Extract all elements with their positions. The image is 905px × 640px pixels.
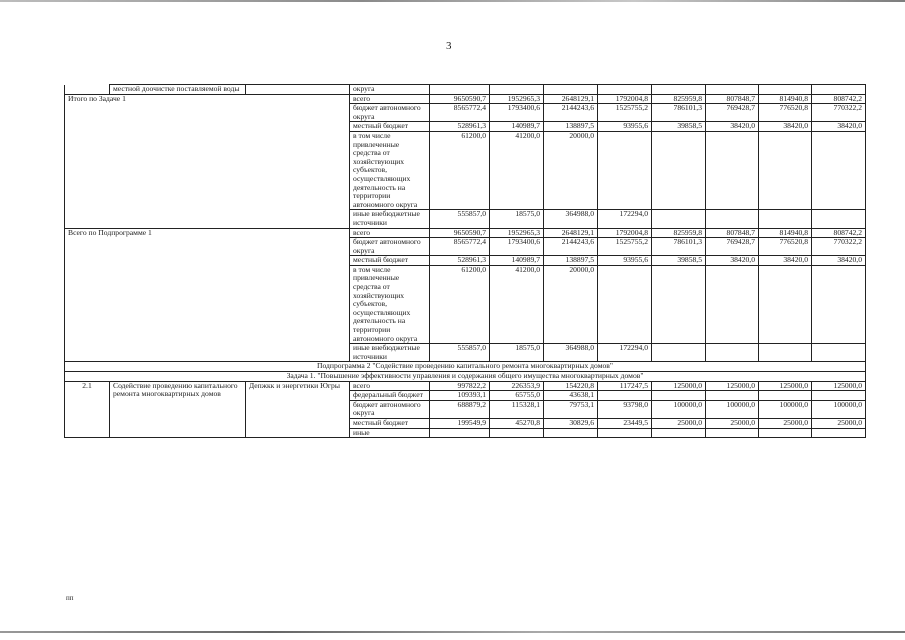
cell-value: 555857,0 xyxy=(430,344,490,362)
cell-value xyxy=(706,85,759,95)
cell-value xyxy=(706,391,759,401)
cell-value xyxy=(598,131,652,209)
cell-value: 125000,0 xyxy=(706,381,759,391)
cell-value xyxy=(759,344,812,362)
cell-value: 41200,0 xyxy=(490,265,544,343)
task-header-row xyxy=(65,372,866,382)
cell-value: 30829,6 xyxy=(544,418,598,428)
cell-value xyxy=(706,428,759,438)
cell-value xyxy=(706,344,759,362)
cell-value xyxy=(490,428,544,438)
cell-value: 770322,2 xyxy=(812,104,866,122)
cell-value: 1525755,2 xyxy=(598,238,652,256)
cell-value xyxy=(706,210,759,228)
cell-value: 8565772,4 xyxy=(430,238,490,256)
cell-value: 140989,7 xyxy=(490,122,544,132)
cell-value: 25000,0 xyxy=(652,418,706,428)
cell-value: 100000,0 xyxy=(706,400,759,418)
cell-value: 39858,5 xyxy=(652,122,706,132)
cell-value xyxy=(706,265,759,343)
footer-mark: пп xyxy=(66,594,74,602)
cell-source: в том числе привлеченные средства от хозяйствующих субъектов, осуществляющих деятельность на территории автономного округа xyxy=(350,131,430,209)
cell-value xyxy=(759,428,812,438)
cell-value xyxy=(812,265,866,343)
cell-value: 364988,0 xyxy=(544,344,598,362)
cell-value xyxy=(652,265,706,343)
item-number: 2.1 xyxy=(65,381,110,438)
cell-value: 807848,7 xyxy=(706,228,759,238)
cell-value: 364988,0 xyxy=(544,210,598,228)
cell-value xyxy=(812,391,866,401)
cell-value: 125000,0 xyxy=(652,381,706,391)
cell-value: 776520,8 xyxy=(759,104,812,122)
cell-value: 38420,0 xyxy=(759,256,812,266)
scan-top-edge xyxy=(0,0,905,2)
cell-value: 688879,2 xyxy=(430,400,490,418)
cell-source: бюджет автономного округа xyxy=(350,104,430,122)
cell-value: 25000,0 xyxy=(706,418,759,428)
cell-value xyxy=(598,428,652,438)
cell-value: 20000,0 xyxy=(544,265,598,343)
cell-value: 786101,3 xyxy=(652,238,706,256)
cell-value: 172294,0 xyxy=(598,210,652,228)
cell-value: 38420,0 xyxy=(706,256,759,266)
cell-value xyxy=(812,428,866,438)
cell-value xyxy=(652,391,706,401)
subprogram-header-row xyxy=(65,362,866,372)
cell-value: 100000,0 xyxy=(652,400,706,418)
cell-value: 1952965,3 xyxy=(490,228,544,238)
cell-source: иные внебюджетные источники xyxy=(350,210,430,228)
cell-value: 808742,2 xyxy=(812,94,866,104)
cell-value xyxy=(544,428,598,438)
cell-value: 43638,1 xyxy=(544,391,598,401)
cell-value: 20000,0 xyxy=(544,131,598,209)
cell-value xyxy=(430,85,490,95)
table-row xyxy=(65,381,866,391)
cell-source: иные xyxy=(350,428,430,438)
continuation-row xyxy=(65,85,866,95)
cell-value xyxy=(598,391,652,401)
cell-value xyxy=(544,85,598,95)
cell-value: 825959,8 xyxy=(652,228,706,238)
item-name: Содействие проведению капитального ремонта многоквартирных домов xyxy=(110,381,246,438)
cell-value: 776520,8 xyxy=(759,238,812,256)
cell-value: 61200,0 xyxy=(430,131,490,209)
cell-value: 109393,1 xyxy=(430,391,490,401)
cell-source: всего xyxy=(350,94,430,104)
cell-value: 138897,5 xyxy=(544,256,598,266)
cell-value xyxy=(812,210,866,228)
cell-value xyxy=(812,344,866,362)
cell-value: 117247,5 xyxy=(598,381,652,391)
cell-value: 125000,0 xyxy=(759,381,812,391)
cell-value: 1952965,3 xyxy=(490,94,544,104)
subprogram-title: Подпрограмма 2 "Содействие проведению капитального ремонта многоквартирных домов" xyxy=(65,362,866,372)
cell-source: бюджет автономного округа xyxy=(350,238,430,256)
cell-value: 814940,8 xyxy=(759,228,812,238)
cell-value xyxy=(759,391,812,401)
cell-value: 9650590,7 xyxy=(430,94,490,104)
task-title: Задача 1. "Повышение эффективности управления и содержания общего имущества многоквартирных домов" xyxy=(65,372,866,382)
cell-value: 18575,0 xyxy=(490,210,544,228)
cell-value: 38420,0 xyxy=(812,256,866,266)
cell-value xyxy=(652,131,706,209)
cell-source: местный бюджет xyxy=(350,122,430,132)
cell-value: 39858,5 xyxy=(652,256,706,266)
cell-value: 23449,5 xyxy=(598,418,652,428)
cell-value: 38420,0 xyxy=(706,122,759,132)
budget-table xyxy=(64,84,866,438)
cell-value xyxy=(598,85,652,95)
cell-value: 528961,3 xyxy=(430,122,490,132)
cell-value xyxy=(759,265,812,343)
table-row xyxy=(65,94,866,104)
cell-value xyxy=(490,85,544,95)
table-row xyxy=(65,228,866,238)
cell-source: местный бюджет xyxy=(350,256,430,266)
cell-source: иные внебюджетные источники xyxy=(350,344,430,362)
cell-value: 125000,0 xyxy=(812,381,866,391)
cell-value: 9650590,7 xyxy=(430,228,490,238)
cell-source: местный бюджет xyxy=(350,418,430,428)
cell-value: 814940,8 xyxy=(759,94,812,104)
cell-value: 555857,0 xyxy=(430,210,490,228)
cell-value xyxy=(598,265,652,343)
cell-value: 140989,7 xyxy=(490,256,544,266)
cell-value: 115328,1 xyxy=(490,400,544,418)
cell-value: 8565772,4 xyxy=(430,104,490,122)
cell-value: 93955,6 xyxy=(598,122,652,132)
cell-value xyxy=(430,428,490,438)
cell-value: 65755,0 xyxy=(490,391,544,401)
cell-value xyxy=(652,428,706,438)
cell-value: 2144243,6 xyxy=(544,238,598,256)
cell-value xyxy=(652,85,706,95)
cell-value: 41200,0 xyxy=(490,131,544,209)
cell-value: 1793400,6 xyxy=(490,104,544,122)
scan-bottom-edge xyxy=(0,631,905,633)
cell-executor xyxy=(246,85,350,95)
cell-value: 226353,9 xyxy=(490,381,544,391)
cell-value: 1793400,6 xyxy=(490,238,544,256)
cell-value: 38420,0 xyxy=(812,122,866,132)
block-title: Итого по Задаче 1 xyxy=(65,94,350,228)
cell-value: 808742,2 xyxy=(812,228,866,238)
cell-value: 770322,2 xyxy=(812,238,866,256)
cell-value: 25000,0 xyxy=(812,418,866,428)
cell-value xyxy=(812,85,866,95)
cell-value: 2648129,1 xyxy=(544,94,598,104)
cell-value: 1525755,2 xyxy=(598,104,652,122)
cell-value: 25000,0 xyxy=(759,418,812,428)
cell-source: бюджет автономного округа xyxy=(350,400,430,418)
page-number: 3 xyxy=(446,40,452,52)
cell-value: 807848,7 xyxy=(706,94,759,104)
cell-value: 79753,1 xyxy=(544,400,598,418)
cell-value xyxy=(759,85,812,95)
cell-value xyxy=(706,131,759,209)
cell-value: 997822,2 xyxy=(430,381,490,391)
cell-value: 825959,8 xyxy=(652,94,706,104)
cell-value: 138897,5 xyxy=(544,122,598,132)
cell-value: 769428,7 xyxy=(706,104,759,122)
cell-value: 61200,0 xyxy=(430,265,490,343)
cell-value xyxy=(759,131,812,209)
cell-value xyxy=(759,210,812,228)
table-body xyxy=(65,85,866,438)
cell-source: всего xyxy=(350,228,430,238)
cell-value: 172294,0 xyxy=(598,344,652,362)
cell-value: 2648129,1 xyxy=(544,228,598,238)
cell-measure-name: местной доочистке поставляемой воды xyxy=(110,85,246,95)
cell-number xyxy=(65,85,110,95)
block-title: Всего по Подпрограмме 1 xyxy=(65,228,350,362)
cell-value: 1792004,8 xyxy=(598,94,652,104)
cell-source: в том числе привлеченные средства от хозяйствующих субъектов, осуществляющих деятельность на территории автономного округа xyxy=(350,265,430,343)
cell-value: 199549,9 xyxy=(430,418,490,428)
cell-value: 38420,0 xyxy=(759,122,812,132)
cell-value: 2144243,6 xyxy=(544,104,598,122)
cell-value xyxy=(652,210,706,228)
cell-value: 100000,0 xyxy=(812,400,866,418)
cell-value xyxy=(652,344,706,362)
cell-value xyxy=(812,131,866,209)
cell-value: 100000,0 xyxy=(759,400,812,418)
item-executor: Депжкк и энергетики Югры xyxy=(246,381,350,438)
cell-value: 93955,6 xyxy=(598,256,652,266)
cell-value: 18575,0 xyxy=(490,344,544,362)
cell-source: всего xyxy=(350,381,430,391)
cell-value: 154220,8 xyxy=(544,381,598,391)
cell-value: 1792004,8 xyxy=(598,228,652,238)
cell-value: 786101,3 xyxy=(652,104,706,122)
cell-value: 769428,7 xyxy=(706,238,759,256)
cell-value: 45270,8 xyxy=(490,418,544,428)
cell-value: 93798,0 xyxy=(598,400,652,418)
cell-value: 528961,3 xyxy=(430,256,490,266)
cell-source: округа xyxy=(350,85,430,95)
cell-source: федеральный бюджет xyxy=(350,391,430,401)
